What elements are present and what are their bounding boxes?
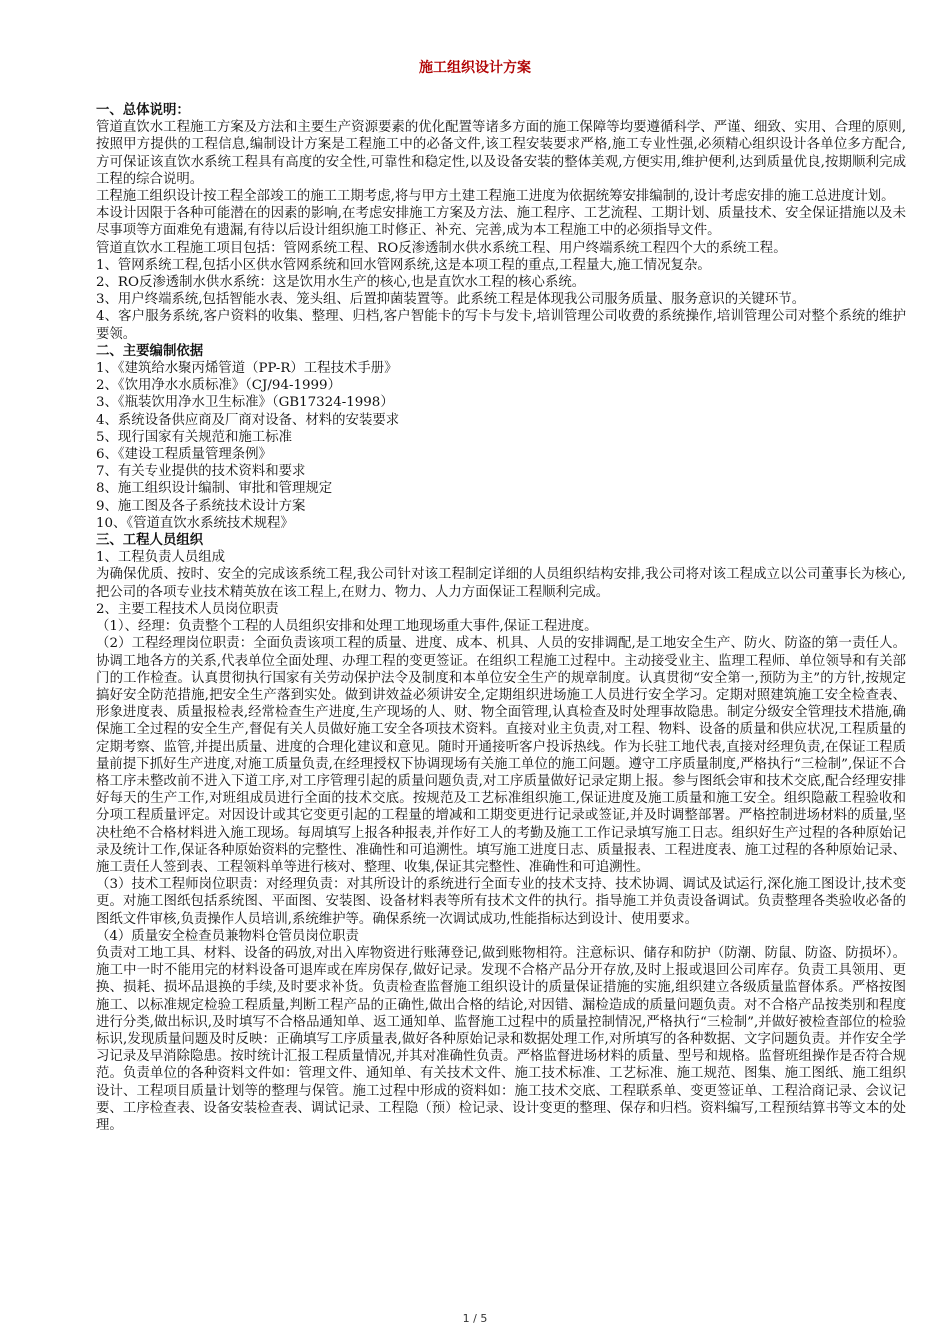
section-heading-1: 一、总体说明： (96, 103, 190, 118)
list-item: 8、施工组织设计编制、审批和管理规定 (96, 481, 333, 497)
paragraph: 管道直饮水工程施工方案及方法和主要生产资源要素的优化配置等诸多方面的施工保障等均要遵循科学、严谨、细致、实用、合理的原则,按照甲方提供的工程信息,编制设计方案是工程施工中的必备文件,该工程安装要求严格,施工专业性强,必须精心组织设计各单位多方配合,方可保证该直饮水系统工程具有高度的安全性,可靠性和稳定性,以及设备安装的整体美观,方便实用,维护便利,达到质量优良,按期顺利完成工程的综合说明。 (96, 120, 906, 187)
list-item: 5、现行国家有关规范和施工标准 (96, 429, 292, 445)
list-item: 7、有关专业提供的技术资料和要求 (96, 464, 306, 480)
paragraph: 2、RO反渗透制水供水系统：这是饮用水生产的核心,也是直饮水工程的核心系统。 (96, 275, 586, 291)
role-heading: （4）质量安全检查员兼物料仓管员岗位职责 (96, 928, 359, 944)
list-item: 4、系统设备供应商及厂商对设备、材料的安装要求 (96, 412, 400, 428)
paragraph: 管道直饮水工程施工项目包括：管网系统工程、RO反渗透制水供水系统工程、用户终端系统工程四个大的系统工程。 (96, 240, 787, 256)
paragraph: 4、客户服务系统,客户资料的收集、整理、归档,客户智能卡的写卡与发卡,培训管理公司收费的系统操作,培训管理公司对整个系统的维护要领。 (96, 309, 906, 342)
list-item: 9、施工图及各子系统技术设计方案 (96, 498, 306, 514)
list-item: 1、《建筑给水聚丙烯管道（PP-R）工程技术手册》 (96, 361, 398, 377)
document-body (96, 102, 906, 1134)
subheading: 2、主要工程技术人员岗位职责 (96, 601, 279, 617)
list-item: 10、《管道直饮水系统技术规程》 (96, 515, 294, 531)
role-paragraph: （3）技术工程师岗位职责：对经理负责：对其所设计的系统进行全面专业的技术支持、技术协调、调试及试运行,深化施工图设计,技术变更。对施工图纸包括系统图、平面图、安装图、设备材料表等所有技术文件的执行。指导施工并负责设备调试。负责整理各类验收必备的图纸文件审核,负责操作人员培训,系统维护等。确保系统一次调试成功,性能指标达到设计、使用要求。 (96, 877, 906, 927)
paragraph: 工程施工组织设计按工程全部竣工的施工工期考虑,将与甲方土建工程施工进度为依据统筹安排编制的,设计考虑安排的施工总进度计划。 (96, 189, 895, 205)
paragraph: 1、管网系统工程,包括小区供水管网系统和回水管网系统,这是本项工程的重点,工程量大,施工情况复杂。 (96, 257, 711, 273)
section-heading-3: 三、工程人员组织 (96, 533, 204, 549)
paragraph: 为确保优质、按时、安全的完成该系统工程,我公司针对该工程制定详细的人员组织结构安排,我公司将对该工程成立以公司董事长为核心,把公司的各项专业技术精英放在该工程上,在财力、物力、人力方面保证工程顺利完成。 (96, 567, 906, 600)
paragraph: 本设计因限于各种可能潜在的因素的影响,在考虑安排施工方案及方法、施工程序、工艺流程、工期计划、质量技术、安全保证措施以及未尽事项等方面难免有遗漏,有待以后设计组织施工时修正、补充、完善,成为本工程施工中的必须指导文件。 (96, 206, 906, 239)
role-paragraph: （2）工程经理岗位职责：全面负责该项工程的质量、进度、成本、机具、人员的安排调配,是工地安全生产、防火、防盗的第一责任人。协调工地各方的关系,代表单位全面处理、办理工程的变更签证。在组织工程施工过程中。主动接受业主、监理工程师、单位领导和有关部门的工作检查。认真贯彻执行国家有关劳动保护法令及制度和本单位安全生产的规章制度。认真贯彻“安全第一,预防为主”的方针,按规定搞好安全防范措施,把安全生产落到实处。做到讲效益必须讲安全,定期组织进场施工人员进行安全学习。定期对照建筑施工安全检查表、形象进度表、质量报检表,经常检查生产进度,生产现场的人、财、物全面管理,认真检查及时处理事故隐患。制定分级安全管理技术措施,确保施工全过程的安全生产,督促有关人员做好施工安全各项技术资料。直接对业主负责,对工程、物料、设备的质量和供应状况,工程质量的定期考察、监管,并提出质量、进度的合理化建议和意见。随时开通接听客户投诉热线。作为长驻工地代表,直接对经理负责,在保证工程质量前提下抓好生产进度,对施工质量负责,在经理授权下协调现场有关施工单位的施工问题。遵守工序质量制度,严格执行“三检制”,保证不合格工序未整改前不进入下道工序,对工序管理引起的质量问题负责,对工序质量做好记录定期上报。参与图纸会审和技术交底,配合经理安排好每天的生产工作,对班组成员进行全面的技术交底。按规范及工艺标准组织施工,保证进度及施工质量和施工安全。组织隐蔽工程验收和分项工程质量评定。对因设计或其它变更引起的工程量的增减和工期变更进行记录或签证,并及时调整部署。严格控制进场材料的质量,坚决杜绝不合格材料进入施工现场。每周填写上报各种报表,并作好工人的考勤及施工工作记录填写施工日志。组织好生产过程的各种原始记录及统计工作,保证各种原始资料的完整性、准确性和可追溯性。填写施工进度日志、质量报表、工程进度表、施工过程的各种原始记录、施工责任人签到表、工程领料单等进行核对、整理、收集,保证其完整性、准确性和可追溯性。 (96, 636, 906, 875)
document-title: 施工组织设计方案 (419, 60, 531, 76)
list-item: 2、《饮用净水水质标准》（CJ/94-1999） (96, 378, 341, 394)
subheading: 1、工程负责人员组成 (96, 550, 226, 566)
page-number: 1 / 5 (462, 1312, 488, 1325)
role-paragraph: 负责对工地工具、材料、设备的码放,对出入库物资进行账薄登记,做到账物相符。注意标识、储存和防护（防潮、防鼠、防盗、防损坏）。施工中一时不能用完的材料设备可退库或在库房保存,做好记录。发现不合格产品分开存放,及时上报或退回公司库存。负责工具领用、更换、损耗、损坏品退换的手续,及时要求补货。负责检查监督施工组织设计的质量保证措施的实施,组织建立各级质量监督体系。严格按图施工、以标准规定检验工程质量,判断工程产品的正确性,做出合格的结论,对因错、漏检造成的质量问题负责。对不合格产品按类别和程度进行分类,做出标识,及时填写不合格品通知单、返工通知单、监督施工过程中的质量控制情况,严格执行“三检制”,并做好被检查部位的检验标识,发现质量问题及时反映：正确填写工序质量表,做好各种原始记录和数据处理工作,对所填写的各种数据、文字问题负责。并作安全学习记录及早消除隐患。按时统计汇报工程质量情况,并其对准确性负责。严格监督进场材料的质量、型号和规格。监督班组操作是否符合规范。负责单位的各种资料文件如：管理文件、通知单、有关技术文件、施工技术标准、工艺标准、施工规范、图集、施工图纸、施工组织设计、工程项目质量计划等的整理与保管。施工过程中形成的资料如：施工技术交底、工程联系单、变更签证单、工程洽商记录、会议记要、工序检查表、设备安装检查表、调试记录、工程隐（预）检记录、设计变更的整理、保存和归档。资料编写,工程预结算书等文本的处理。 (96, 945, 906, 1133)
section-heading-2: 二、主要编制依据 (96, 343, 204, 359)
role-paragraph: （1）、经理：负责整个工程的人员组织安排和处理工地现场重大事件,保证工程进度。 (96, 619, 598, 635)
list-item: 3、《瓶装饮用净水卫生标准》（GB17324-1998） (96, 395, 394, 411)
list-item: 6、《建设工程质量管理条例》 (96, 447, 272, 463)
paragraph: 3、用户终端系统,包括智能水表、笼头组、后置抑菌装置等。此系统工程是体现我公司服务质量、服务意识的关键环节。 (96, 292, 806, 308)
